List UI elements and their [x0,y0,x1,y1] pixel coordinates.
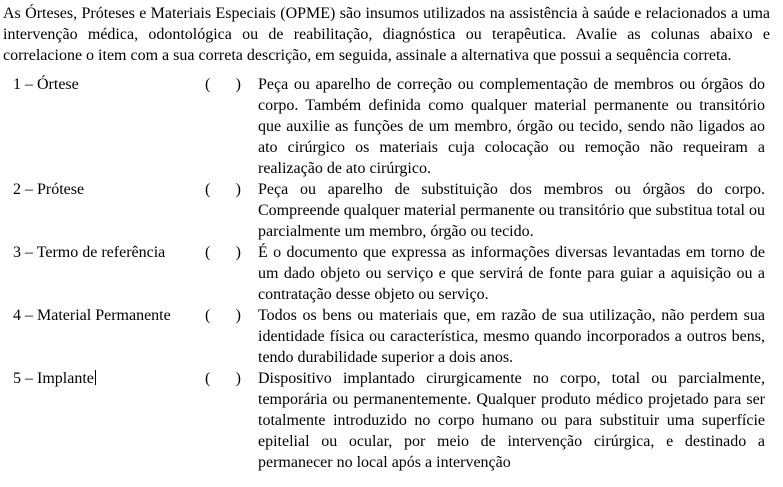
close-paren: ) [235,76,241,93]
item-description: Peça ou aparelho de substituição dos membros ou órgãos do corpo. Compreende qualquer material permanente ou transitório que substitua total ou parcialmente um membro, órgão ou tecido. [258,181,765,240]
match-item-row [3,305,770,368]
answer-slot[interactable] [205,305,241,326]
answer-slot[interactable] [205,242,241,263]
item-description: Todos os bens ou materiais que, em razão de sua utilização, não perdem sua identidade física ou característica, mesmo quando incorporados a outros bens, tendo durabilidade superior a dois anos. [258,307,765,366]
text-cursor [95,370,97,385]
open-paren: ( [205,244,211,261]
item-term: 2 – Prótese [13,181,85,198]
open-paren: ( [205,76,211,93]
match-item-row [3,368,770,473]
close-paren: ) [235,181,241,198]
close-paren: ) [235,370,241,387]
match-item-row [3,242,770,305]
item-term: 1 – Órtese [13,76,79,93]
answer-slot[interactable] [205,179,241,200]
item-description: Peça ou aparelho de correção ou complementação de membros ou órgãos do corpo. Também definida como qualquer material permanente ou transitório que auxilie as funções de um membro, órgão ou tecido, sendo não ligados ao ato cirúrgico os materiais cuja colocação ou remoção não requeiram a realização de ato cirúrgico. [258,76,765,177]
item-description: É o documento que expressa as informações diversas levantadas em torno de um dado objeto ou serviço e que servirá de fonte para guiar a aquisição ou a contratação desse objeto ou serviço. [258,244,765,303]
open-paren: ( [205,370,211,387]
item-description: Dispositivo implantado cirurgicamente no corpo, total ou parcialmente, temporária ou permanentemente. Qualquer produto médico projetado para ser totalmente introduzido no corpo humano ou para substituir uma superfície epitelial ou ocular, por meio de intervenção cirúrgica, e destinado a permanecer no local após a intervenção [258,370,765,471]
close-paren: ) [235,307,241,324]
matching-list [3,74,770,473]
item-term [13,368,205,389]
item-term: 4 – Material Permanente [13,307,171,324]
item-term: 3 – Termo de referência [13,244,166,261]
close-paren: ) [235,244,241,261]
match-item-row [3,74,770,179]
open-paren: ( [205,307,211,324]
match-item-row [3,179,770,242]
open-paren: ( [205,181,211,198]
intro-paragraph: As Órteses, Próteses e Materiais Especiais (OPME) são insumos utilizados na assistência à saúde e relacionados a uma intervenção médica, odontológica ou de reabilitação, diagnóstica ou terapêutica. Avalie as colunas abaixo e correlacione o item com a sua correta descrição, em seguida, assinale a alternativa que possui a sequência correta. [3,5,770,64]
answer-slot[interactable] [205,368,241,389]
item-term-text: 5 – Implante [13,370,94,387]
answer-slot[interactable] [205,74,241,95]
